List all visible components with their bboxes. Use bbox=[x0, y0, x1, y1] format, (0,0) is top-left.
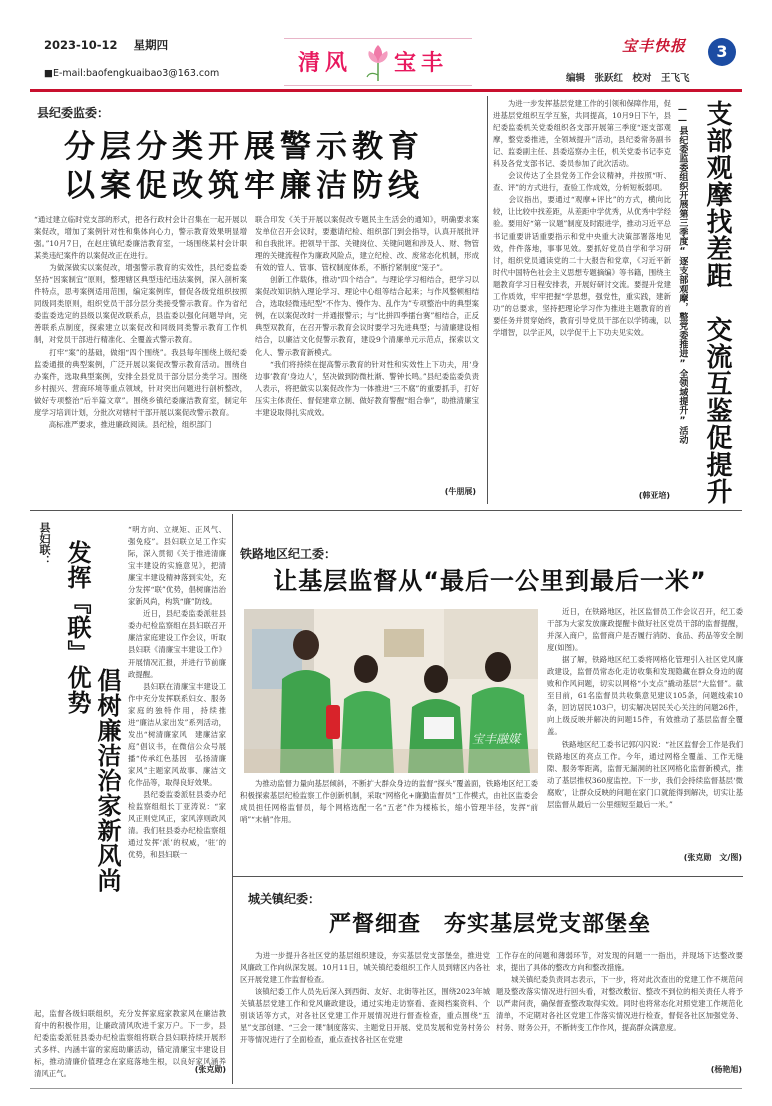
email-line: ■E-mail:baofengkuaibao3@163.com bbox=[44, 68, 220, 79]
photo-illustration bbox=[244, 609, 538, 773]
a2-body: 为进一步发挥基层党建工作的引领和保障作用，促进基层党组织互学互鉴，共同提高，10月9日下午，县纪委监委机关党委组织各支部开展第三季度“逐支部观摩，整党委推进，全领域提升”活动，县纪委常务副书记、监委副主任、县委巡察办主任，机关党委书记李克科及各党支部书记、委员参加了此次活动。 会议传达了全县党务工作会议精神，并按照“听、查、评”的方式进行，查验工作成效，分析短板弱项。 会议指出，要通过“观摩+评比”的方式，横向比较，让比较中找差距，从差距中学优秀，从优秀中学经验。要用好“第一议题”制度及时跟进学，推动习近平总书记重要讲话重要指示和党中央重大决策部署落地见效，件件落地，事事见效。要抓好党员自学和学习研讨，组织党员通读党的二十大报告和党章，《习近平新时代中国特色社会主义思想专题摘编》等书籍，围绕主题教育学习日程安排表，开展好研讨交流。要提升党建工作质效，牢牢把握“学思想，强党性，重实践，建新功”的总要求，坚持把理论学习作为推进主题教育的首要任务并贯穿始终，教育引导党员干部在以学铸魂，以学增智，以学正风，以学促干上下功夫见实效。 bbox=[493, 99, 671, 337]
a2-subtitle: ——县纪委监委组织开展第三季度“逐支部观摩，整党委推进”全领域提升”活动 bbox=[677, 104, 688, 445]
a4-title: 让基层监督从“最后一公里到最后一米” bbox=[273, 567, 707, 595]
a4-author: (张克勋 文/图) bbox=[683, 853, 742, 862]
staff-line: 编辑 张跃红 校对 王飞飞 bbox=[566, 73, 690, 84]
lotus-icon bbox=[364, 41, 392, 83]
a5-title: 严督细查 夯实基层党支部堡垒 bbox=[328, 912, 651, 937]
a1-column-1: “通过建立临时党支部的形式，把各行政村会计召集在一起开展以案促改，增加了案例针对性和集体向心力，警示教育效果明显增强。”10月7日，在赵庄镇纪委廉洁教育室，一场围绕某村会计职某类违纪案件的以案促改正在进行。 为做深做实以案促改，增强警示教育的实效性，县纪委监委坚持“因案制宜”原则，整理辖区典型违纪违法案例，深入剖析案件特点，思考案例适用范围，编定案例库，督促各级党组织按照同级同类原则，组织党员干部分层分类接受警示教育。作为省纪委监委选定的县级以案促改联系点，县监委以强化问题导向，完善联系点制度，探索建立以案促改和同级同类警示教育工作机制，对党员干部进行精准化、全覆盖式警示教育。 打牢“案”的基础，做细“四个围绕”。我县每年围绕上级纪委监委通报的典型案例，广泛开展以案促改警示教育活动。围绕自办案件，选取典型案例，安排全县党员干部分层分类学习。围绕乡村振兴、营商环境等重点领域，针对突出问题进行剖析整改，做好专项整治“后半篇文章”。围绕乡镇纪委廉洁教育室，制定年度学习培训计划，分批次对辖村干部开展以案促改警示教育。 高标准严要求，推进廉政阅读。县纪检，组织部门 bbox=[34, 215, 247, 429]
a5-kicker: 城关镇纪委： bbox=[248, 892, 321, 906]
a3-title-line2: 倡树廉洁治家新风尚 bbox=[93, 668, 121, 893]
weekday-text: 星期四 bbox=[133, 38, 169, 52]
a2-title: 支部观摩找差距 交流互鉴促提升 bbox=[702, 100, 732, 505]
paper-name: 宝丰快报 bbox=[622, 37, 687, 55]
divider-h1 bbox=[30, 510, 742, 511]
a5-column-2: 工作存在的问题和薄弱环节，对发现的问题一一指出，并现场下达整改要求，提出了具体的整改方向和整改措施。 城关镇纪委负责同志表示，下一步，将对此次查出的党建工作不规范问题及整改落实情况进行回头看，对整改敷衍、整改不到位的相关责任人将予以严肃问责，确保督查整改取得实效。同时也将常态化对照党建工作规范化清单，不定期对各社区党建工作落实情况进行检查，督促各社区加强党务、村务、财务公开，不断转变工作作风，提高群众满意度。 bbox=[496, 951, 743, 1033]
a2-author: (韩亚培) bbox=[638, 491, 670, 500]
a4-bottom-left: 为推动监督力量向基层倾斜，不断扩大群众身边的监督“探头”覆盖面，铁路地区纪工委积极探索基层纪检监察工作创新机制，采取“网格化+廉勤监督员”工作模式，由社区监委会成员担任网格监督员，每个网格选配一名“五老”作为楼栋长，缩小管理半径，发挥“前哨”“末梢”作用。 bbox=[240, 779, 538, 825]
page-number-badge bbox=[708, 38, 736, 66]
a4-kicker: 铁路地区纪工委： bbox=[240, 547, 337, 561]
a1-column-2: 联合印发《关于开展以案促改专题民主生活会的通知》，明确要求案发单位召开会议时，要邀请纪检、组织部门到会指导，认真开展批评和自我批评。把领导干部、关键岗位、关键问题和涉及人、财、物管理的关键流程作为廉政风险点，建立纪检、改、废常态化机制，形成有效的管人、管事、管权制度体系，不断拧紧制度“笼子”。 创新工作载体，推动“四个结合”。与理论学习相结合，把学习以案促改知识纳入理论学习、理论中心组等结合起来；与作风整顿相结合，选取轻微违纪型“不作为、慢作为、乱作为”专项整治中的典型案例，在以案促改时一并通报警示；与“比拼四季擂台赛”相结合，正反典型双教育，在召开警示教育会议时要学习先进典型；与清廉建设相结合，以廉洁文化促警示教育，建设9个清廉单元示范点，探索以文化人、警示教育新模式。 “我们将持续在提高警示教育的针对性和实效性上下功夫，用‘身边事’教育‘身边人’，坚决做到防微杜渐、警钟长鸣。”县纪委监委负责人表示，将把做实以案促改作为一体推进“三不腐”的重要抓手，打好压实主体责任、督促建章立制、做好教育警醒“组合拳”，助推清廉宝丰建设取得扎实成效。 bbox=[255, 215, 479, 417]
column-title-left: 清风 bbox=[298, 51, 353, 76]
a1-title-line2: 以案促改筑牢廉洁防线 bbox=[64, 168, 424, 204]
column-banner bbox=[284, 38, 472, 86]
a5-column-1: 为进一步提升各社区党的基层组织建设，夯实基层党支部堡垒，推进党风廉政工作向纵深发展。10月11日，城关镇纪委组织工作人员到辖区内各社区开展党建工作监督检查。 该镇纪委工作人员先后深入到西街、友好、北街等社区，围绕2023年城关镇基层党建工作和党风廉政建设，通过实地走访察看、查阅档案资料、个别谈话等方式，对各社区党建工作开展情况进行督查检查，重点围绕“五星”支部创建、“三会一课”制度落实、主题党日开展、党员发展和党务村务公开等情况进行了全面检查，重点查找各社区在党建 bbox=[240, 951, 490, 1045]
page-number: 3 bbox=[716, 42, 728, 61]
a4-photo bbox=[244, 609, 538, 773]
divider-v2 bbox=[232, 514, 233, 1084]
a3-column-top: “明方向、立规矩、正风气、强免疫”。县妇联立足工作实际，深入贯彻《关于推进清廉宝丰建设的实施意见》，把清廉宝丰建设精神落到实处，充分发挥“联”优势，倡树廉洁治家新风尚，构筑“廉”防线。 近日，县纪委监委派驻县委办纪检监察组在县妇联召开廉洁家庭建设工作会议，听取县妇联《清廉宝丰建设工作》开展情况汇报，并进行节前廉政提醒。 县妇联在清廉宝丰建设工作中充分发挥联系妇女、服务家庭的独特作用，持续推进“廉洁从家出发”系列活动，发出“树清廉家风 建廉洁家庭”倡议书，在微信公众号展播“传承红色基因 弘扬清廉家风”主题家风故事、廉洁文化作品等，取得良好效果。 县纪委监委派驻县委办纪检监察组组长丁亚涛说：“家风正则党风正，家风淳则政风清。我们驻县委办纪检监察组通过发挥‘派’的权威，‘驻’的优势，和县妇联一 bbox=[128, 525, 226, 860]
divider-v1 bbox=[487, 96, 488, 504]
divider-h2 bbox=[233, 876, 743, 877]
a3-title-line1: 发挥『联』优势 bbox=[63, 540, 91, 715]
a3-kicker: 县妇联： bbox=[38, 522, 51, 566]
a5-author: (杨艳旭) bbox=[710, 1065, 742, 1074]
issue-date bbox=[44, 37, 168, 53]
a3-author: (张克勋) bbox=[194, 1065, 226, 1074]
a1-kicker: 县纪委监委： bbox=[37, 106, 110, 120]
a4-right-column: 近日，在铁路地区，社区监督员工作会议召开，纪工委干部为大家发放廉政提醒卡做好社区党员干部的监督提醒，并深入商户，监督商户是否履行消防、食品、药品等安全制度(如图)。 据了解，铁路地区纪工委将网格化管理引入社区党风廉政建设，监督员常态化走访收集和发现隐藏在群众身边的腐败和作风问题，切实以网格“小支点”撬动基层“大监督”。截至目前，61名监督员共收集意见建议105条，问题线索10条，回访居民103户，切实解决居民关心关注的问题26件，向上级反映并解决的问题15件，有效推动了基层监督全覆盖。 铁路地区纪工委书记郭闪闪说：“社区监督会工作是我们铁路地区的亮点工作。今年，通过网格全覆盖、工作无缝隙、服务零距离，监督无漏洞的社区网格化监督新模式，推动了基层推权360度监控。下一步，我们会持续监督基层‘微腐败’，让群众反映的问题在家门口就能得到解决，切实让基层监督从最后一公里细短至最后一米。” bbox=[547, 607, 743, 809]
a1-title-line1: 分层分类开展警示教育 bbox=[64, 129, 424, 165]
photo-watermark: 宝丰融媒 bbox=[471, 732, 520, 746]
a1-author: (牛朋展) bbox=[444, 487, 476, 496]
date-text: 2023-10-12 bbox=[44, 38, 118, 52]
column-title-right: 宝丰 bbox=[394, 51, 449, 76]
masthead-rule bbox=[30, 89, 742, 92]
a3-column-bottom: 起，监督各级妇联组织，充分发挥家庭家教家风在廉洁教育中的积极作用，让廉政清风吹进千家万户。下一步，县纪委监委派驻县委办纪检监察组将联合县妇联持续开展形式多样、内涵丰富的家庭助廉活动，锚定清廉宝丰建设目标，推动清廉价值理念在家庭落地生根，以良好家风涵养清风正气。 bbox=[34, 1009, 226, 1079]
bottom-rule bbox=[30, 1088, 742, 1089]
